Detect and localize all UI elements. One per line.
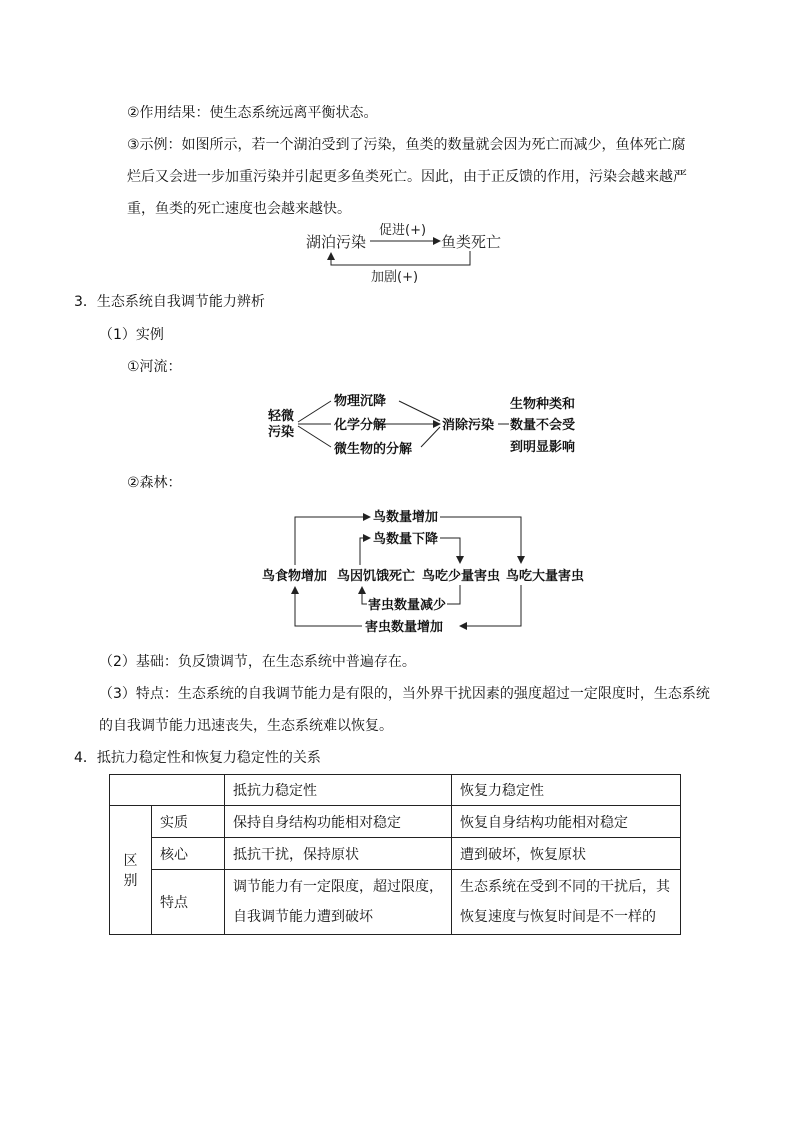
row-label-core: 核心 <box>152 838 225 870</box>
microbial-decomposition: 微生物的分解 <box>334 442 413 457</box>
feature-paragraph: （3）特点：生态系统的自我调节能力是有限的，当外界干扰因素的强度超过一定限度时，生态系统的自我调节能力迅速丧失，生态系统难以恢复。 <box>99 686 710 734</box>
cell: 恢复自身结构功能相对稳定 <box>452 806 681 838</box>
row-label-feature: 特点 <box>152 870 225 935</box>
physical-sedimentation: 物理沉降 <box>334 394 387 409</box>
slight-pollution-line1: 轻微 <box>268 409 295 424</box>
stability-comparison-table <box>109 774 681 935</box>
example-paragraph: ③示例：如图所示，若一个湖泊受到了污染，鱼类的数量就会因为死亡而减少，鱼体死亡腐烂后又会进一步加重污染并引起更多鱼类死亡。因此，由于正反馈的作用，污染会越来越严重，鱼类的死亡速度也会越来越快。 <box>127 137 687 217</box>
table-corner-cell <box>110 775 225 806</box>
bird-eat-many-pests: 鸟吃大量害虫 <box>506 569 585 584</box>
bird-starve-death: 鸟因饥饿死亡 <box>337 569 416 584</box>
cell: 遭到破坏，恢复原状 <box>452 838 681 870</box>
river-heading: ①河流： <box>127 359 182 375</box>
difference-group-label: 区别 <box>110 806 152 935</box>
table-header-row <box>110 775 681 806</box>
cell: 抵抗干扰，保持原状 <box>225 838 452 870</box>
section-4-heading: 4．抵抗力稳定性和恢复力稳定性的关系 <box>74 750 321 766</box>
row-label-essence: 实质 <box>152 806 225 838</box>
aggravate-arrow <box>331 251 470 265</box>
promote-label: 促进(+) <box>379 223 427 238</box>
forest-heading: ②森林： <box>127 475 182 491</box>
bird-eat-few-pests: 鸟吃少量害虫 <box>422 569 501 584</box>
river-result-line2: 数量不会受 <box>510 418 576 433</box>
sub-1-heading: （1）实例 <box>99 327 164 343</box>
result-line: ②作用结果：使生态系统远离平衡状态。 <box>127 105 378 121</box>
table-row <box>110 870 681 935</box>
chemical-decomposition: 化学分解 <box>334 418 387 433</box>
cell: 保持自身结构功能相对稳定 <box>225 806 452 838</box>
lake-pollution-node: 湖泊污染 <box>306 233 367 251</box>
bird-number-decrease: 鸟数量下降 <box>373 532 439 547</box>
river-result-line3: 到明显影响 <box>510 440 576 455</box>
resilience-stability-header: 恢复力稳定性 <box>452 775 681 806</box>
cell: 调节能力有一定限度，超过限度，自我调节能力遭到破坏 <box>225 870 452 935</box>
slight-pollution-line2: 污染 <box>268 425 295 440</box>
table-row <box>110 838 681 870</box>
eliminate-pollution: 消除污染 <box>442 418 495 433</box>
cell: 生态系统在受到不同的干扰后，其恢复速度与恢复时间是不一样的 <box>452 870 681 935</box>
pest-number-decrease: 害虫数量减少 <box>368 598 447 613</box>
river-result-line1: 生物种类和 <box>510 397 576 412</box>
bird-food-increase: 鸟食物增加 <box>262 569 328 584</box>
resistance-stability-header: 抵抗力稳定性 <box>225 775 452 806</box>
fish-death-node: 鱼类死亡 <box>441 233 502 251</box>
bird-number-increase: 鸟数量增加 <box>373 510 439 525</box>
basis-line: （2）基础：负反馈调节，在生态系统中普遍存在。 <box>99 654 416 670</box>
pest-number-increase: 害虫数量增加 <box>365 620 444 635</box>
section-3-heading: 3．生态系统自我调节能力辨析 <box>74 294 265 310</box>
aggravate-label: 加剧(+) <box>371 270 419 285</box>
table-row <box>110 806 681 838</box>
